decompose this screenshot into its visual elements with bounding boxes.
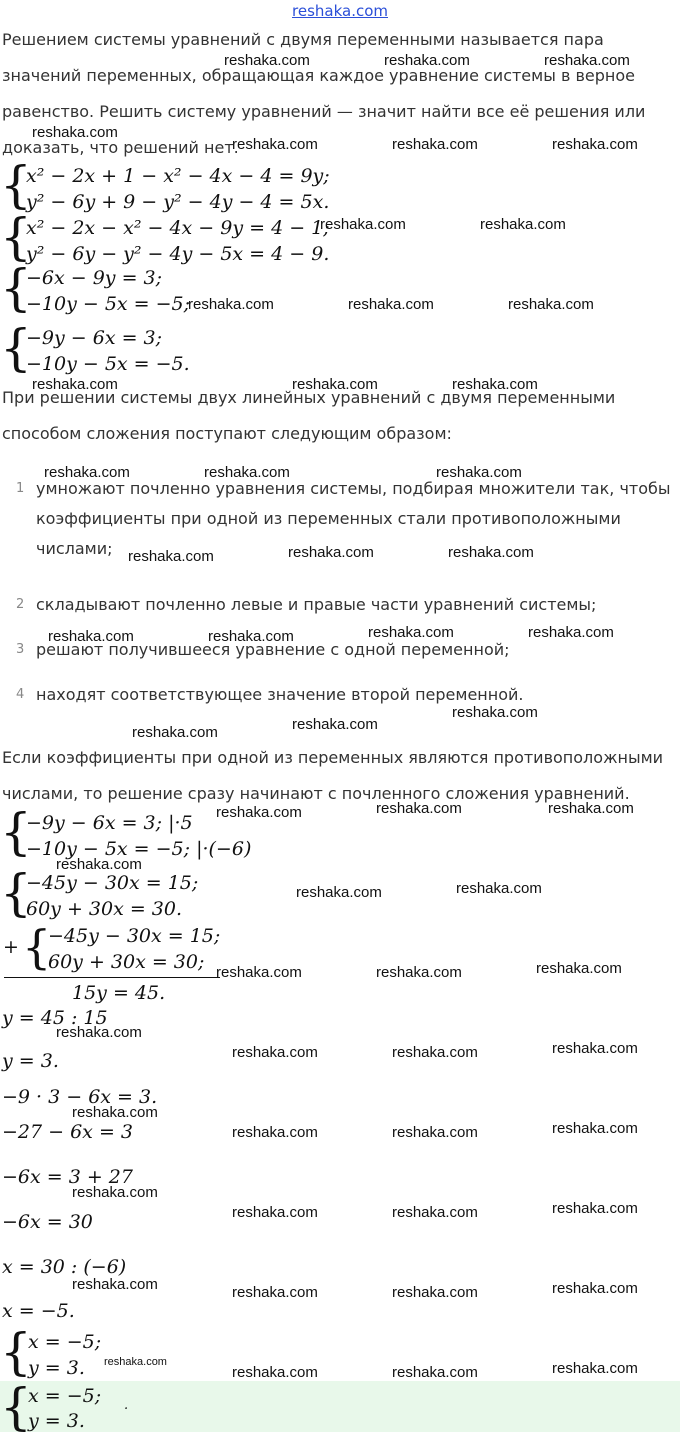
watermark: reshaka.com [552,136,638,153]
equation: 60y + 30x = 30; [48,951,205,973]
watermark: reshaka.com [292,376,378,393]
site-title[interactable]: reshaka.com [292,2,388,20]
equation: −9y − 6x = 3; |·5 [26,812,193,834]
watermark: reshaka.com [48,628,134,645]
watermark: reshaka.com [544,52,630,69]
equation: −10y − 5x = −5; |·(−6) [26,838,252,860]
watermark: reshaka.com [188,296,274,313]
watermark: reshaka.com [552,1040,638,1057]
watermark: reshaka.com [292,716,378,733]
watermark: reshaka.com [132,724,218,741]
watermark: reshaka.com [368,624,454,641]
watermark: reshaka.com [552,1360,638,1377]
answer-equation: x = −5; [28,1385,102,1407]
watermark: reshaka.com [552,1200,638,1217]
equation: −6x = 3 + 27 [2,1166,133,1188]
step-text: складывают почленно левые и правые части уравнений системы; [36,595,597,614]
watermark: reshaka.com [436,464,522,481]
step-text: решают получившееся уравнение с одной переменной; [36,640,510,659]
watermark: reshaka.com [456,880,542,897]
watermark: reshaka.com [232,1364,318,1381]
equation: x = −5. [2,1300,75,1322]
plus-sign: + [3,936,19,958]
system-brace: { [0,1323,32,1381]
equation: −9y − 6x = 3; [26,327,163,349]
equation: −10y − 5x = −5; [26,293,191,315]
answer-highlight [0,1378,680,1436]
watermark: reshaka.com [216,804,302,821]
watermark: reshaka.com [384,52,470,69]
system-brace: { [0,319,32,377]
watermark: reshaka.com [548,800,634,817]
equation: −9 · 3 − 6x = 3. [2,1086,158,1108]
answer-equation: y = 3. [28,1410,85,1432]
equation: y² − 6y − y² − 4y − 5x = 4 − 9. [26,243,330,265]
equation: x = −5; [28,1331,102,1353]
watermark: reshaka.com [348,296,434,313]
equation: 15y = 45. [72,982,166,1004]
watermark: reshaka.com [232,1044,318,1061]
watermark: reshaka.com [232,136,318,153]
watermark: reshaka.com [72,1184,158,1201]
equation: −6x = 30 [2,1211,93,1233]
method-intro: При решении системы двух линейных уравнений с двумя переменными способом сложения поступают следующим образом: [2,388,616,443]
watermark: reshaka.com [104,1356,167,1368]
watermark: reshaka.com [376,964,462,981]
equation: −45y − 30x = 15; [48,925,221,947]
intro-paragraph: Решением системы уравнений с двумя переменными называется пара значений переменных, обращающая каждое уравнение системы в верное равенство. Решить систему уравнений — значит найти все её решения или доказать, что решений нет. [2,30,646,157]
watermark: reshaka.com [72,1276,158,1293]
watermark: reshaka.com [44,464,130,481]
sum-rule [4,977,220,978]
watermark: reshaka.com [208,628,294,645]
step-text: умножают почленно уравнения системы, подбирая множители так, чтобы коэффициенты при одной из переменных стали противоположными числами; [36,479,671,558]
equation: y = 3. [28,1357,85,1379]
watermark: reshaka.com [232,1284,318,1301]
watermark: reshaka.com [448,544,534,561]
step-text: находят соответствующее значение второй переменной. [36,685,524,704]
watermark: reshaka.com [552,1280,638,1297]
equation: −10y − 5x = −5. [26,353,190,375]
watermark: reshaka.com [32,124,118,141]
system-brace: { [0,259,32,317]
system-brace: { [0,864,32,922]
watermark: reshaka.com [480,216,566,233]
step-number: 4 [16,687,25,702]
watermark: reshaka.com [376,800,462,817]
watermark: reshaka.com [392,1204,478,1221]
watermark: reshaka.com [128,548,214,565]
equation: y = 3. [2,1050,59,1072]
watermark: reshaka.com [452,704,538,721]
watermark: reshaka.com [288,544,374,561]
watermark: reshaka.com [392,1364,478,1381]
watermark: reshaka.com [392,1284,478,1301]
watermark: reshaka.com [224,52,310,69]
system-brace: { [0,1378,32,1436]
watermark: reshaka.com [552,1120,638,1137]
watermark: reshaka.com [508,296,594,313]
watermark: reshaka.com [320,216,406,233]
step-number: 1 [16,481,25,496]
equation: x² − 2x + 1 − x² − 4x − 4 = 9y; [26,165,330,187]
equation: y = 45 : 15 [2,1007,108,1029]
equation: −6x − 9y = 3; [26,267,163,289]
step-number: 2 [16,597,25,612]
watermark: reshaka.com [72,1104,158,1121]
answer-dot: . [124,1398,129,1413]
watermark: reshaka.com [32,376,118,393]
watermark: reshaka.com [216,964,302,981]
watermark: reshaka.com [296,884,382,901]
system-brace: { [0,803,32,861]
equation: y² − 6y + 9 − y² − 4y − 4 = 5x. [26,191,330,213]
system-brace: { [0,208,32,266]
watermark: reshaka.com [232,1204,318,1221]
note-paragraph: Если коэффициенты при одной из переменных являются противоположными числами, то решение сразу начинают с почленного сложения уравнений. [2,748,664,803]
equation: x = 30 : (−6) [2,1256,127,1278]
watermark: reshaka.com [452,376,538,393]
watermark: reshaka.com [232,1124,318,1141]
watermark: reshaka.com [528,624,614,641]
watermark: reshaka.com [392,136,478,153]
system-brace: { [0,156,32,214]
equation: −27 − 6x = 3 [2,1121,133,1143]
watermark: reshaka.com [204,464,290,481]
step-number: 3 [16,642,25,657]
equation: −45y − 30x = 15; [26,872,199,894]
watermark: reshaka.com [56,1024,142,1041]
equation: 60y + 30x = 30. [26,898,183,920]
watermark: reshaka.com [56,856,142,873]
watermark: reshaka.com [536,960,622,977]
system-brace: { [22,920,52,974]
watermark: reshaka.com [392,1124,478,1141]
watermark: reshaka.com [392,1044,478,1061]
equation: x² − 2x − x² − 4x − 9y = 4 − 1; [26,217,330,239]
